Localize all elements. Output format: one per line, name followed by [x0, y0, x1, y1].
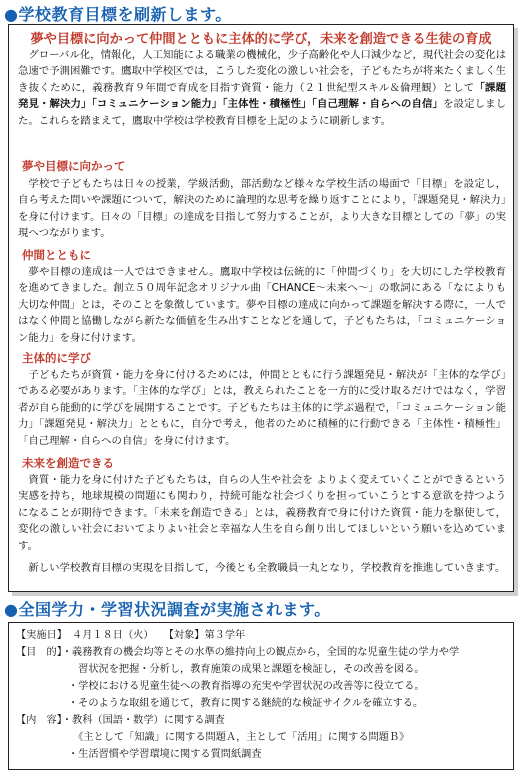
intro-paragraph [18, 47, 506, 129]
paragraph-proactive: 子どもたちが資質・能力を身に付けるためには，仲間とともに行う課題発見・解決が「主体的な学び」である必要があります。「主体的な学び」とは，教えられたことを一方的に受け取るだけではなく，学習者が自ら能動的に学びを展開することです。子どもたちは主体的に学ぶ過程で，「コミュニケーション能力」「課題発見・解決力」とともに，自分で考え，他者のために積極的に行動できる「主体性・積極性」「自己理解・自らへの自信」を身に付けます。 [18, 369, 506, 447]
heading-proactive: 主体的に学び [22, 351, 91, 365]
section-title-text: 学校教育目標を刷新します。 [18, 5, 232, 24]
row-text: ４月１８日（火） 【対象】第３学年 [61, 630, 246, 641]
section-title-survey [4, 597, 331, 620]
survey-row [16, 628, 245, 643]
row-text: 《主として「知識」に関する問題Ａ，主として「活用」に関する問題Ｂ》 [68, 732, 410, 743]
row-label: 【実施日】 [16, 630, 62, 641]
heading-friends: 仲間とともに [22, 248, 91, 262]
bullet-dot-icon: ● [4, 5, 19, 24]
row-label: 【目 的】 [16, 647, 62, 658]
school-goal-slogan: 夢や目標に向かって仲間とともに主体的に学び，未来を創造できる生徒の育成 [30, 32, 492, 47]
intro-text-1: グローバル化，情報化，人工知能による職業の機械化，少子高齢化や人口減少など，現代社会の変化は急速で予測困難です。鷹取中学校区では，こうした変化の激しい社会を，子どもたちが将来たくましく生き抜くために，義務教育９年間で育成を目指す資質・能力（２１世紀型スキル＆倫理観）として [18, 49, 506, 94]
closing-paragraph: 新しい学校教育目標の実現を目指して，今後とも全教職員一丸となり，学校教育を推進していきます。 [28, 562, 506, 574]
intro-skills-bold: 「課題発見・解決力」「コミュニケーション能力」「主体性・積極性」「自己理解・自らへの自信」 [18, 81, 506, 111]
paragraph-friends: 夢や目標の達成は一人ではできません。鷹取中学校は伝統的に「仲間づくり」を大切にした学校教育を進めてきました。創立５０周年記念オリジナル曲「CHANCE～未来へ～」の歌詞にある「なによりも大切な仲間」とは，そのことを象徴しています。夢や目標の達成に向かって課題を解決する際に，一人ではなく仲間と協働しながら新たな価値を生み出すことなどを通して，子どもたちは，「コミュニケーション能力」を身に付けます。 [18, 266, 506, 344]
row-text: ・生活習慣や学習環境に関する質問紙調査 [68, 749, 262, 760]
row-text: 習状況を把握・分析し，教育施策の成果と課題を検証し，その改善を図る。 [68, 664, 425, 675]
survey-row [16, 713, 225, 728]
heading-dreams: 夢や目標に向かって [22, 159, 126, 173]
survey-row [16, 645, 459, 660]
row-text: ・義務教育の機会均等とその水準の維持向上の観点から，全国的な児童生徒の学力や学 [61, 647, 460, 658]
survey-row [68, 730, 409, 745]
survey-row [68, 747, 262, 762]
heading-future: 未来を創造できる [22, 456, 114, 470]
row-text: ・学校における児童生徒への教育指導の充実や学習状況の改善等に役立てる。 [68, 681, 425, 692]
survey-row [68, 696, 423, 711]
row-text: ・そのような取組を通じて，教育に関する継続的な検証サイクルを確立する。 [68, 698, 424, 709]
survey-row [68, 662, 425, 677]
section-title-text: 全国学力・学習状況調査が実施されます。 [18, 600, 331, 619]
paragraph-future: 資質・能力を身に付けた子どもたちは，自らの人生や社会を よりよく変えていくことができるという実感を持ち，地球規模の問題にも関わり，持続可能な社会づくりを担っていこうとする意欲を持つようになることが期待できます。「未来を創造できる」とは，義務教育で身に付けた資質・能力を駆使して，変化の激しい社会においてよりよい社会と幸福な人生を自ら創り出してほしいという願いを込めています。 [18, 474, 506, 552]
intro-text-2: を設定しました。これらを踏まえて，鷹取中学校は学校教育目標を上記のように刷新します。 [18, 98, 507, 127]
survey-row [68, 679, 425, 694]
section-title-goals [4, 2, 232, 25]
bullet-dot-icon: ● [4, 600, 19, 619]
row-text: ・教科（国語・数学）に関する調査 [61, 715, 225, 726]
paragraph-dreams: 学校で子どもたちは日々の授業，学級活動，部活動など様々な学校生活の場面で「目標」を設定し，自ら考えた問いや課題について，解決のために論理的な思考を繰り返すことにより，「課題発見・解決力」を身に付けます。日々の「目標」の達成を目指して努力することが，より大きな目標としての「夢」の実現へつながります。 [18, 178, 506, 240]
row-label: 【内 容】 [16, 715, 62, 726]
